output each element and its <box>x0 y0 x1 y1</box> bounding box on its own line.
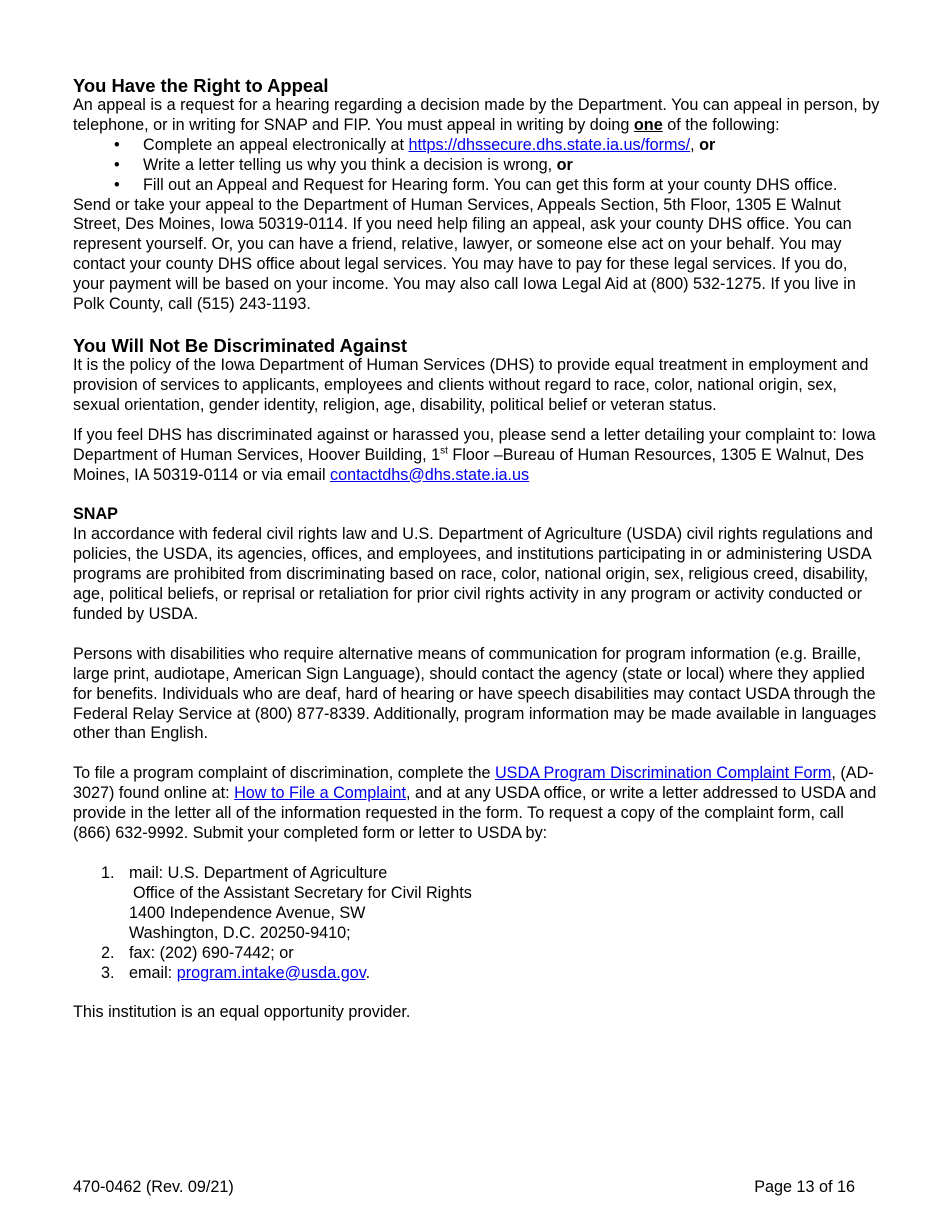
discrimination-section <box>73 335 883 485</box>
appeal-details: Send or take your appeal to the Department of Human Services, Appeals Section, 5th Floor, 1305 E Walnut Street, Des Moines, Iowa 50319-0114. If you need help filing an appeal, ask your county DHS office. You can represent yourself. Or, you can have a friend, relative, lawyer, or someone else act on your behalf. You may contact your county DHS office about legal services. You may have to pay for these legal services. If you do, your payment will be based on your income. You may also call Iowa Legal Aid at (800) 532-1275. If you live in Polk County, call (515) 243-1193. <box>73 195 856 314</box>
appeal-heading: You Have the Right to Appeal <box>73 75 329 96</box>
complaint-superscript: st <box>440 445 448 457</box>
bullet-icon: • <box>114 135 120 154</box>
para3-text-1: To file a program complaint of discrimination, complete the <box>73 764 495 783</box>
appeal-intro-text-2: of the following: <box>662 115 780 134</box>
email-label: email: <box>129 963 177 982</box>
spacer <box>73 315 883 335</box>
fax-text: fax: (202) 690-7442; or <box>129 943 294 962</box>
address-line: Office of the Assistant Secretary for Civil Rights <box>133 883 472 902</box>
bullet-or: or <box>556 155 573 174</box>
list-item <box>73 136 883 156</box>
list-item <box>73 964 883 984</box>
spacer <box>73 416 883 426</box>
bullet-or: or <box>699 135 716 154</box>
para3-text-3: , and at any USDA office, or write a letter addressed to USDA and provide in the letter all of the information requested in the form. To request a copy of the complaint form, call (866) 632-9992. Submit your completed form or letter to USDA by: <box>73 784 877 843</box>
discrimination-complaint <box>73 426 883 486</box>
discrimination-policy: It is the policy of the Iowa Department of Human Services (DHS) to provide equal treatment in employment and provision of services to applicants, employees and clients without regard to race, color, national origin, sex, sexual orientation, gender identity, religion, age, disability, political belief or veteran status. <box>73 355 869 414</box>
address-line: Washington, D.C. 20250-9410; <box>129 923 351 942</box>
appeal-intro-emphasis: one <box>633 115 663 134</box>
snap-heading: SNAP <box>73 505 118 524</box>
bullet-text: Write a letter telling us why you think a decision is wrong, <box>143 155 557 174</box>
snap-paragraph-1: In accordance with federal civil rights law and U.S. Department of Agriculture (USDA) civil rights regulations and policies, the USDA, its agencies, offices, and employees, and institutions participating in or administering USDA programs are prohibited from discriminating based on race, color, national origin, sex, religious creed, disability, age, political beliefs, or reprisal or retaliation for prior civil rights activity in any program or activity conducted or funded by USDA. <box>73 525 873 623</box>
list-item <box>73 944 883 964</box>
spacer <box>73 485 883 505</box>
list-item <box>73 156 883 176</box>
discrimination-heading: You Will Not Be Discriminated Against <box>73 334 407 356</box>
equal-opportunity-statement: This institution is an equal opportunity provider. <box>73 1003 411 1022</box>
how-to-file-link[interactable]: How to File a Complaint <box>234 784 406 803</box>
contact-email-link[interactable]: contactdhs@dhs.state.ia.us <box>330 465 530 484</box>
list-item <box>73 176 883 196</box>
address-line: mail: U.S. Department of Agriculture <box>129 864 388 882</box>
submission-methods-list <box>73 864 883 983</box>
list-number: 2. <box>101 943 115 962</box>
complaint-text-2: Floor –Bureau of Human Resources, 1305 E Walnut, Des Moines, IA 50319-0114 or via email <box>73 445 864 484</box>
spacer <box>73 744 883 764</box>
spacer <box>73 844 883 864</box>
spacer <box>73 625 883 645</box>
complaint-form-link[interactable]: USDA Program Discrimination Complaint Form <box>494 764 832 783</box>
complaint-text-1: If you feel DHS has discriminated against or harassed you, please send a letter detailing your complaint to: Iowa Department of Human Services, Hoover Building, 1 <box>73 425 876 464</box>
address-line: 1400 Independence Avenue, SW <box>129 903 366 922</box>
bullet-text: Complete an appeal electronically at <box>143 135 409 154</box>
spacer <box>73 983 883 1003</box>
document-page <box>73 75 883 1023</box>
appeal-intro <box>73 96 883 136</box>
bullet-icon: • <box>114 155 120 174</box>
para3-text-2: , (AD-3027) found online at: <box>73 764 874 803</box>
list-number: 3. <box>101 963 115 982</box>
appeal-section <box>73 75 883 315</box>
appeal-form-link[interactable]: https://dhssecure.dhs.state.ia.us/forms/ <box>408 135 691 154</box>
appeal-options-list <box>73 136 883 196</box>
bullet-text-after: , <box>690 135 700 154</box>
usda-email-link[interactable]: program.intake@usda.gov <box>176 963 366 982</box>
list-number: 1. <box>101 864 115 882</box>
snap-section <box>73 505 883 1023</box>
page-number: Page 13 of 16 <box>754 1178 855 1196</box>
form-number: 470-0462 (Rev. 09/21) <box>73 1178 234 1196</box>
snap-paragraph-2: Persons with disabilities who require alternative means of communication for program information (e.g. Braille, large print, audiotape, American Sign Language), should contact the agency (state or local) where they applied for benefits. Individuals who are deaf, hard of hearing or have speech disabilities may contact USDA through the Federal Relay Service at (800) 877-8339. Additionally, program information may be made available in languages other than English. <box>73 644 877 743</box>
list-item <box>73 864 883 944</box>
appeal-intro-text-1: An appeal is a request for a hearing regarding a decision made by the Department. You can appeal in person, by telephone, or in writing for SNAP and FIP. You must appeal in writing by doing <box>73 96 880 134</box>
snap-paragraph-3 <box>73 764 883 844</box>
bullet-text: Fill out an Appeal and Request for Hearing form. You can get this form at your county DHS office. <box>143 175 838 194</box>
email-period: . <box>365 963 371 982</box>
bullet-icon: • <box>114 175 120 194</box>
